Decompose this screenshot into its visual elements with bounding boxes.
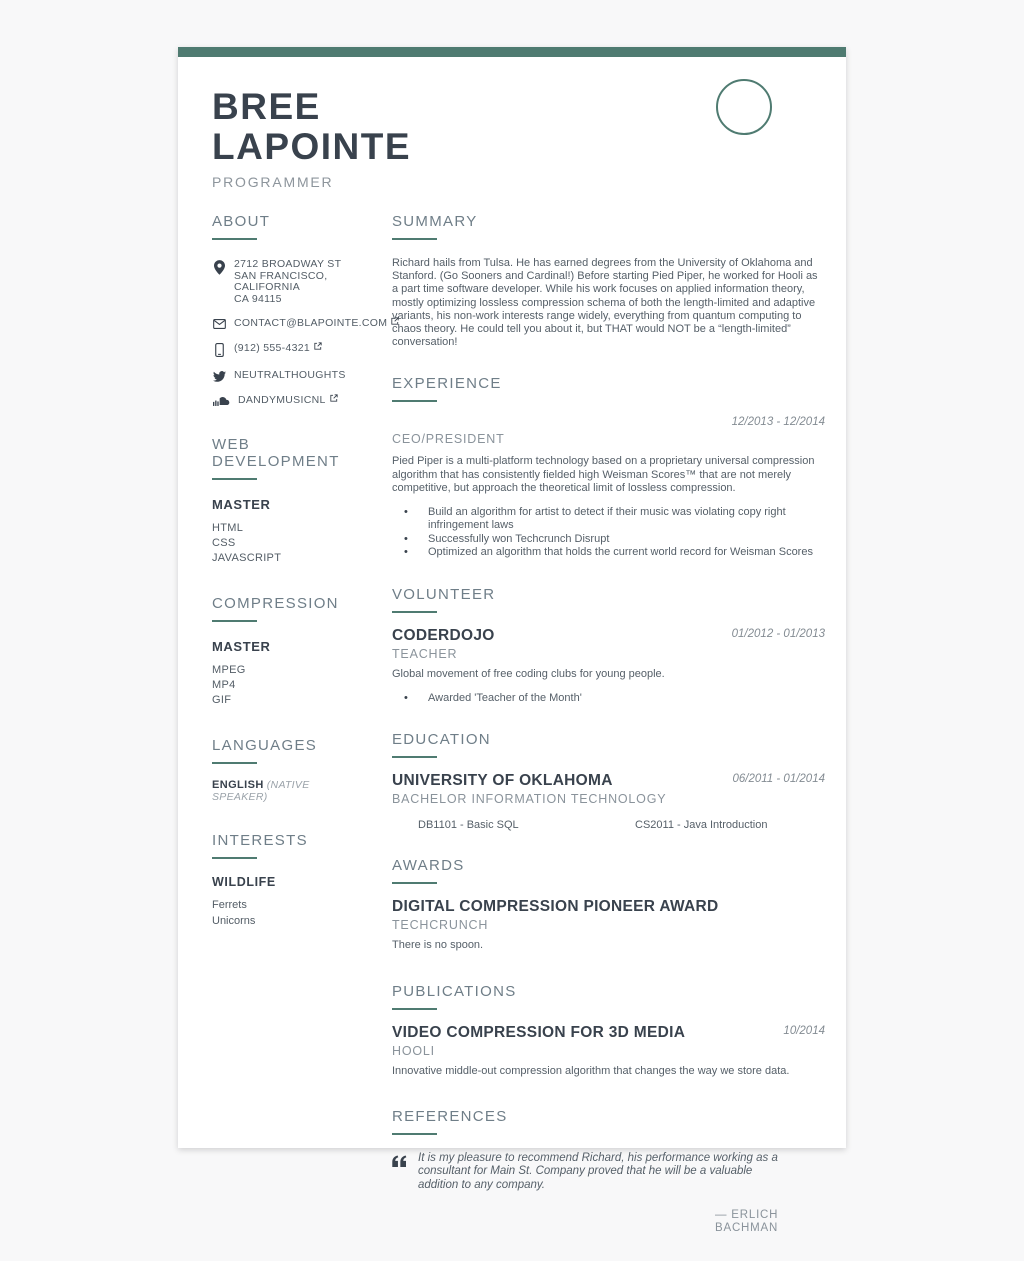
about-heading: ABOUT bbox=[212, 213, 271, 230]
experience-heading: EXPERIENCE bbox=[392, 375, 502, 393]
address-item bbox=[212, 259, 362, 305]
phone-text: (912) 555-4321 bbox=[234, 341, 311, 354]
languages-section bbox=[212, 737, 362, 803]
course-list bbox=[392, 819, 825, 831]
entry-date: 10/2014 bbox=[783, 1025, 825, 1038]
interest-category: WILDLIFE bbox=[212, 875, 276, 889]
summary-text: Richard hails from Tulsa. He has earned degrees from the University of Oklahoma and Stanford. (Go Sooners and Cardinal!) Before starting Pied Piper, he worked for Hooli as a part time software developer. While his work focuses on applied information theory, mostly optimizing lossless compression schema of both the length-limited and adaptive variants, his non-work interests range widely, everything from quantum computing to chaos theory. He could tell you about it, but THAT would NOT be a “length-limited” conversation! bbox=[392, 257, 818, 349]
section-rule bbox=[212, 238, 257, 240]
entry-organization: CODERDOJO bbox=[392, 626, 495, 644]
skill-level: MASTER bbox=[212, 497, 271, 512]
entry-role: TEACHER bbox=[392, 646, 458, 661]
resume-page bbox=[178, 47, 846, 1235]
main-column bbox=[392, 213, 825, 1261]
first-name: BREE bbox=[212, 86, 321, 127]
accent-top-bar bbox=[178, 47, 846, 57]
reference-attribution: — ERLICH BACHMAN bbox=[715, 1209, 779, 1235]
twitter-item bbox=[212, 370, 362, 382]
resume-header bbox=[212, 57, 825, 190]
bullet-item: • Awarded 'Teacher of the Month' bbox=[428, 692, 825, 705]
award-description: There is no spoon. bbox=[392, 939, 484, 952]
section-rule bbox=[392, 882, 437, 884]
awards-heading: AWARDS bbox=[392, 857, 465, 875]
publication-entry bbox=[392, 1024, 825, 1078]
section-rule bbox=[392, 238, 437, 240]
award-title: DIGITAL COMPRESSION PIONEER AWARD bbox=[392, 898, 719, 916]
soundcloud-text: DANDYMUSICNL bbox=[238, 393, 326, 406]
section-rule bbox=[392, 1133, 437, 1135]
entry-description: Global movement of free coding clubs for young people. bbox=[392, 667, 665, 680]
volunteer-entry bbox=[392, 627, 825, 706]
skill-section-web-development bbox=[212, 436, 362, 566]
skill-heading: COMPRESSION bbox=[212, 595, 339, 612]
section-rule bbox=[392, 400, 437, 402]
external-link-icon bbox=[391, 317, 399, 329]
skill-items: HTML CSS JAVASCRIPT bbox=[212, 522, 282, 564]
award-entry bbox=[392, 898, 825, 952]
interests-section bbox=[212, 832, 362, 929]
phone-icon bbox=[212, 343, 227, 358]
reference-quote: It is my pleasure to recommend Richard, his performance working as a consultant for Main St. Company proved that he will be a valuable addition to any company. bbox=[418, 1151, 778, 1191]
language-note: (NATIVE SPEAKER) bbox=[212, 779, 310, 803]
external-link-icon bbox=[314, 342, 322, 354]
experience-section bbox=[392, 375, 825, 559]
publication-publisher: HOOLI bbox=[392, 1044, 435, 1059]
references-section bbox=[392, 1108, 825, 1236]
entry-degree: BACHELOR INFORMATION TECHNOLOGY bbox=[392, 792, 667, 807]
volunteer-section bbox=[392, 586, 825, 706]
soundcloud-link[interactable] bbox=[212, 395, 362, 408]
last-name: LAPOINTE bbox=[212, 126, 412, 167]
language-name: ENGLISH bbox=[212, 779, 264, 791]
skill-items: MPEG MP4 GIF bbox=[212, 664, 246, 706]
twitter-icon bbox=[212, 370, 227, 382]
course-item: CS2011 - Java Introduction bbox=[635, 819, 768, 832]
sidebar bbox=[212, 213, 388, 1261]
twitter-text: NEUTRALTHOUGHTS bbox=[234, 369, 346, 381]
awards-section bbox=[392, 857, 825, 952]
section-rule bbox=[212, 857, 257, 859]
section-rule bbox=[212, 620, 257, 622]
section-rule bbox=[392, 1008, 437, 1010]
entry-description: Pied Piper is a multi-platform technology based on a proprietary universal compression algorithm that has consistently fielded high Weisman Scores™ that are not merely competitive, but approach the theoretical limit of lossless compression. bbox=[392, 455, 815, 494]
entry-role: CEO/PRESIDENT bbox=[392, 432, 505, 447]
soundcloud-icon bbox=[212, 395, 231, 408]
email-text: CONTACT@BLAPOINTE.COM bbox=[234, 317, 388, 329]
experience-entry bbox=[392, 416, 825, 559]
section-rule bbox=[392, 756, 437, 758]
skill-section-compression bbox=[212, 595, 362, 708]
interest-items: Ferrets Unicorns bbox=[212, 899, 256, 927]
phone-link[interactable] bbox=[212, 343, 362, 358]
entry-school: UNIVERSITY OF OKLAHOMA bbox=[392, 772, 613, 790]
entry-bullets bbox=[392, 506, 825, 560]
volunteer-heading: VOLUNTEER bbox=[392, 585, 496, 603]
language-item bbox=[212, 779, 362, 803]
location-icon bbox=[212, 259, 227, 275]
entry-date: 01/2012 - 01/2013 bbox=[731, 627, 825, 640]
publication-title: VIDEO COMPRESSION FOR 3D MEDIA bbox=[392, 1024, 686, 1042]
external-link-icon bbox=[330, 394, 338, 406]
education-entry bbox=[392, 772, 825, 831]
education-section bbox=[392, 731, 825, 831]
course-item: DB1101 - Basic SQL bbox=[418, 819, 519, 832]
entry-date: 06/2011 - 01/2014 bbox=[732, 773, 825, 786]
about-section bbox=[212, 213, 388, 407]
award-issuer: TECHCRUNCH bbox=[392, 918, 489, 933]
quote-icon bbox=[392, 1152, 409, 1193]
languages-heading: LANGUAGES bbox=[212, 737, 318, 754]
email-icon bbox=[212, 318, 227, 329]
entry-bullets bbox=[392, 692, 825, 705]
section-rule bbox=[212, 762, 257, 764]
publications-heading: PUBLICATIONS bbox=[392, 983, 517, 1001]
summary-heading: SUMMARY bbox=[392, 213, 478, 230]
bullet-item: • Optimized an algorithm that holds the current world record for Weisman Scores bbox=[428, 546, 825, 559]
skill-level: MASTER bbox=[212, 639, 271, 654]
skill-heading: WEB DEVELOPMENT bbox=[212, 436, 340, 470]
bullet-item: • Build an algorithm for artist to detect if their music was violating copy right infringement laws bbox=[428, 506, 825, 533]
publications-section bbox=[392, 983, 825, 1078]
summary-section bbox=[392, 213, 825, 349]
address-text: 2712 BROADWAY ST SAN FRANCISCO, CALIFORNIA CA 94115 bbox=[234, 258, 342, 305]
section-rule bbox=[212, 478, 257, 480]
references-heading: REFERENCES bbox=[392, 1107, 508, 1125]
education-heading: EDUCATION bbox=[392, 731, 491, 749]
email-link[interactable] bbox=[212, 317, 388, 330]
reference-quote-row bbox=[392, 1152, 825, 1193]
entry-date: 12/2013 - 12/2014 bbox=[731, 416, 825, 429]
bullet-item: • Successfully won Techcrunch Disrupt bbox=[428, 533, 825, 546]
section-rule bbox=[392, 611, 437, 613]
job-title: PROGRAMMER bbox=[212, 174, 334, 190]
publication-description: Innovative middle-out compression algorithm that changes the way we store data. bbox=[392, 1065, 790, 1078]
interests-heading: INTERESTS bbox=[212, 832, 308, 849]
